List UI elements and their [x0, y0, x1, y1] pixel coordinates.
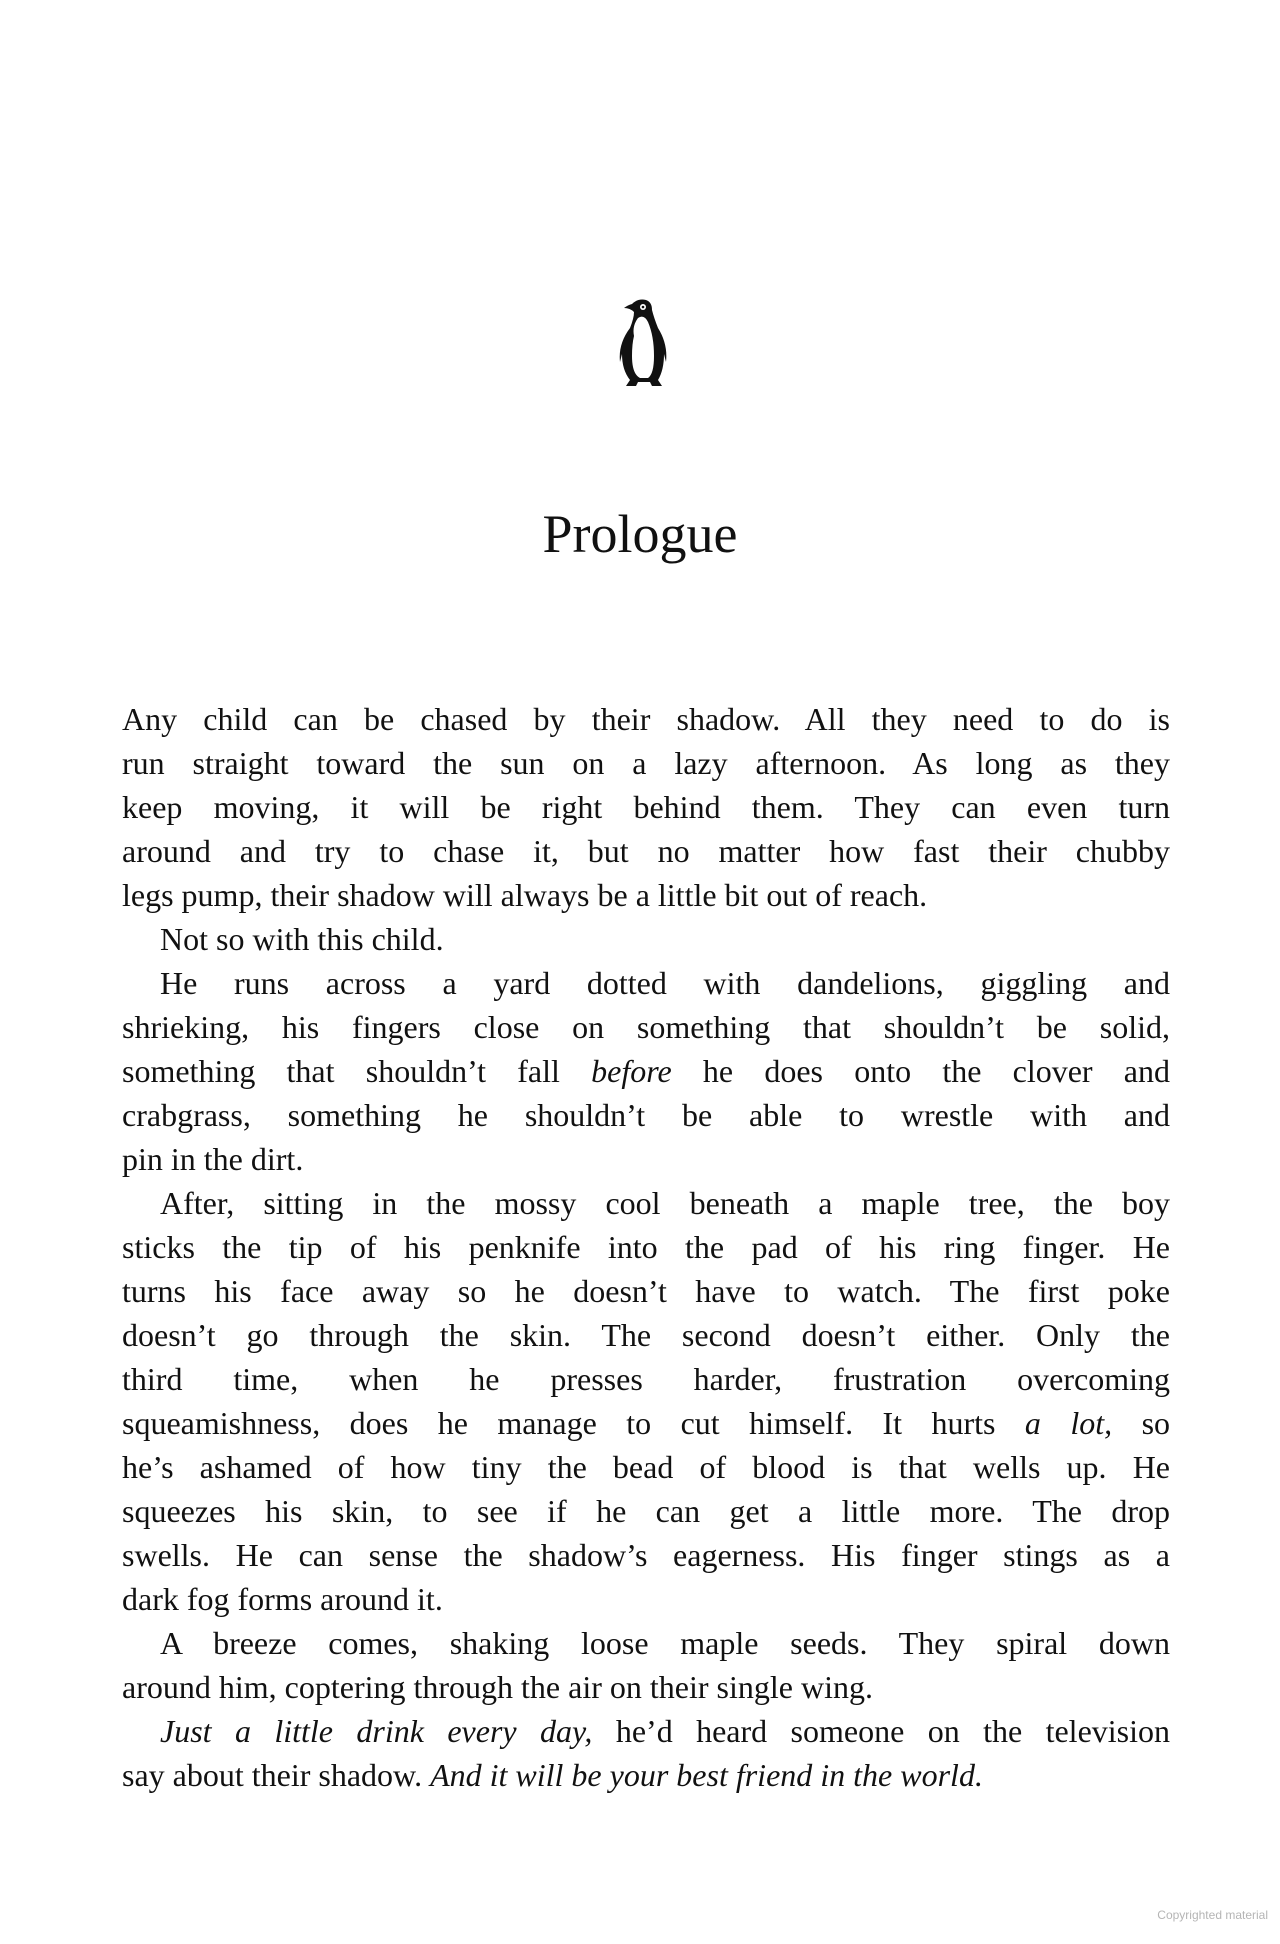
- text-segment: A breeze comes, shaking loose maple seeds. They spiral down: [160, 1625, 1170, 1661]
- text-line: [122, 1445, 1170, 1489]
- text-segment: doesn’t go through the skin. The second doesn’t either. Only the: [122, 1317, 1170, 1353]
- text-line: [122, 741, 1170, 785]
- text-line: [122, 1181, 1170, 1225]
- text-line: [122, 1137, 1170, 1181]
- text-segment: squeezes his skin, to see if he can get a little more. The drop: [122, 1493, 1170, 1529]
- text-segment: he does onto the clover and: [671, 1053, 1170, 1089]
- chapter-title: Prologue: [542, 504, 738, 564]
- text-line: [122, 961, 1170, 1005]
- text-line: [122, 1489, 1170, 1533]
- text-segment: He runs across a yard dotted with dandelions, giggling and: [160, 965, 1170, 1001]
- text-segment: pin in the dirt.: [122, 1141, 304, 1177]
- text-segment: third time, when he presses harder, frustration overcoming: [122, 1361, 1170, 1397]
- text-segment: Any child can be chased by their shadow. All they need to do is: [122, 701, 1170, 737]
- text-line: [122, 1533, 1170, 1577]
- text-segment: he’d heard someone on the television: [592, 1713, 1170, 1749]
- text-line: [122, 697, 1170, 741]
- text-segment: After, sitting in the mossy cool beneath a maple tree, the boy: [160, 1185, 1170, 1221]
- text-line: [122, 1093, 1170, 1137]
- text-line: [122, 1753, 1170, 1797]
- text-line: [122, 1225, 1170, 1269]
- text-segment: around and try to chase it, but no matter how fast their chubby: [122, 833, 1170, 869]
- text-line: [122, 1357, 1170, 1401]
- text-segment: keep moving, it will be right behind them. They can even turn: [122, 789, 1170, 825]
- text-segment: crabgrass, something he shouldn’t be able to wrestle with and: [122, 1097, 1170, 1133]
- italic-text: before: [591, 1053, 672, 1089]
- text-line: [122, 829, 1170, 873]
- italic-text: Just a little drink every day,: [160, 1713, 593, 1749]
- text-segment: legs pump, their shadow will always be a little bit out of reach.: [122, 877, 928, 913]
- text-line: [122, 1709, 1170, 1753]
- prologue-body-text: [122, 697, 1170, 1797]
- text-line: [122, 1621, 1170, 1665]
- text-segment: Not so with this child.: [160, 921, 444, 957]
- text-line: [122, 873, 1170, 917]
- italic-text: And it will be your best friend in the world.: [430, 1757, 983, 1793]
- text-segment: run straight toward the sun on a lazy afternoon. As long as they: [122, 745, 1170, 781]
- text-segment: around him, coptering through the air on their single wing.: [122, 1669, 873, 1705]
- text-line: [122, 1005, 1170, 1049]
- text-line: [122, 1401, 1170, 1445]
- text-segment: dark fog forms around it.: [122, 1581, 443, 1617]
- text-segment: squeamishness, does he manage to cut himself. It hurts: [122, 1405, 1025, 1441]
- text-line: [122, 1269, 1170, 1313]
- text-segment: shrieking, his fingers close on something that shouldn’t be solid,: [122, 1009, 1170, 1045]
- text-line: [122, 1049, 1170, 1093]
- text-line: [122, 1313, 1170, 1357]
- text-segment: he’s ashamed of how tiny the bead of blood is that wells up. He: [122, 1449, 1170, 1485]
- text-line: [122, 785, 1170, 829]
- text-line: [122, 1665, 1170, 1709]
- text-segment: turns his face away so he doesn’t have to watch. The first poke: [122, 1273, 1170, 1309]
- text-segment: sticks the tip of his penknife into the pad of his ring finger. He: [122, 1229, 1170, 1265]
- text-segment: something that shouldn’t fall: [122, 1053, 592, 1089]
- copyright-watermark: Copyrighted material: [1157, 1908, 1268, 1922]
- text-segment: so: [1112, 1405, 1170, 1441]
- penguin-icon: [612, 296, 674, 392]
- text-line: [122, 917, 1170, 961]
- text-segment: say about their shadow.: [122, 1757, 431, 1793]
- text-line: [122, 1577, 1170, 1621]
- italic-text: a lot,: [1024, 1405, 1113, 1441]
- text-segment: swells. He can sense the shadow’s eagerness. His finger stings as a: [122, 1537, 1170, 1573]
